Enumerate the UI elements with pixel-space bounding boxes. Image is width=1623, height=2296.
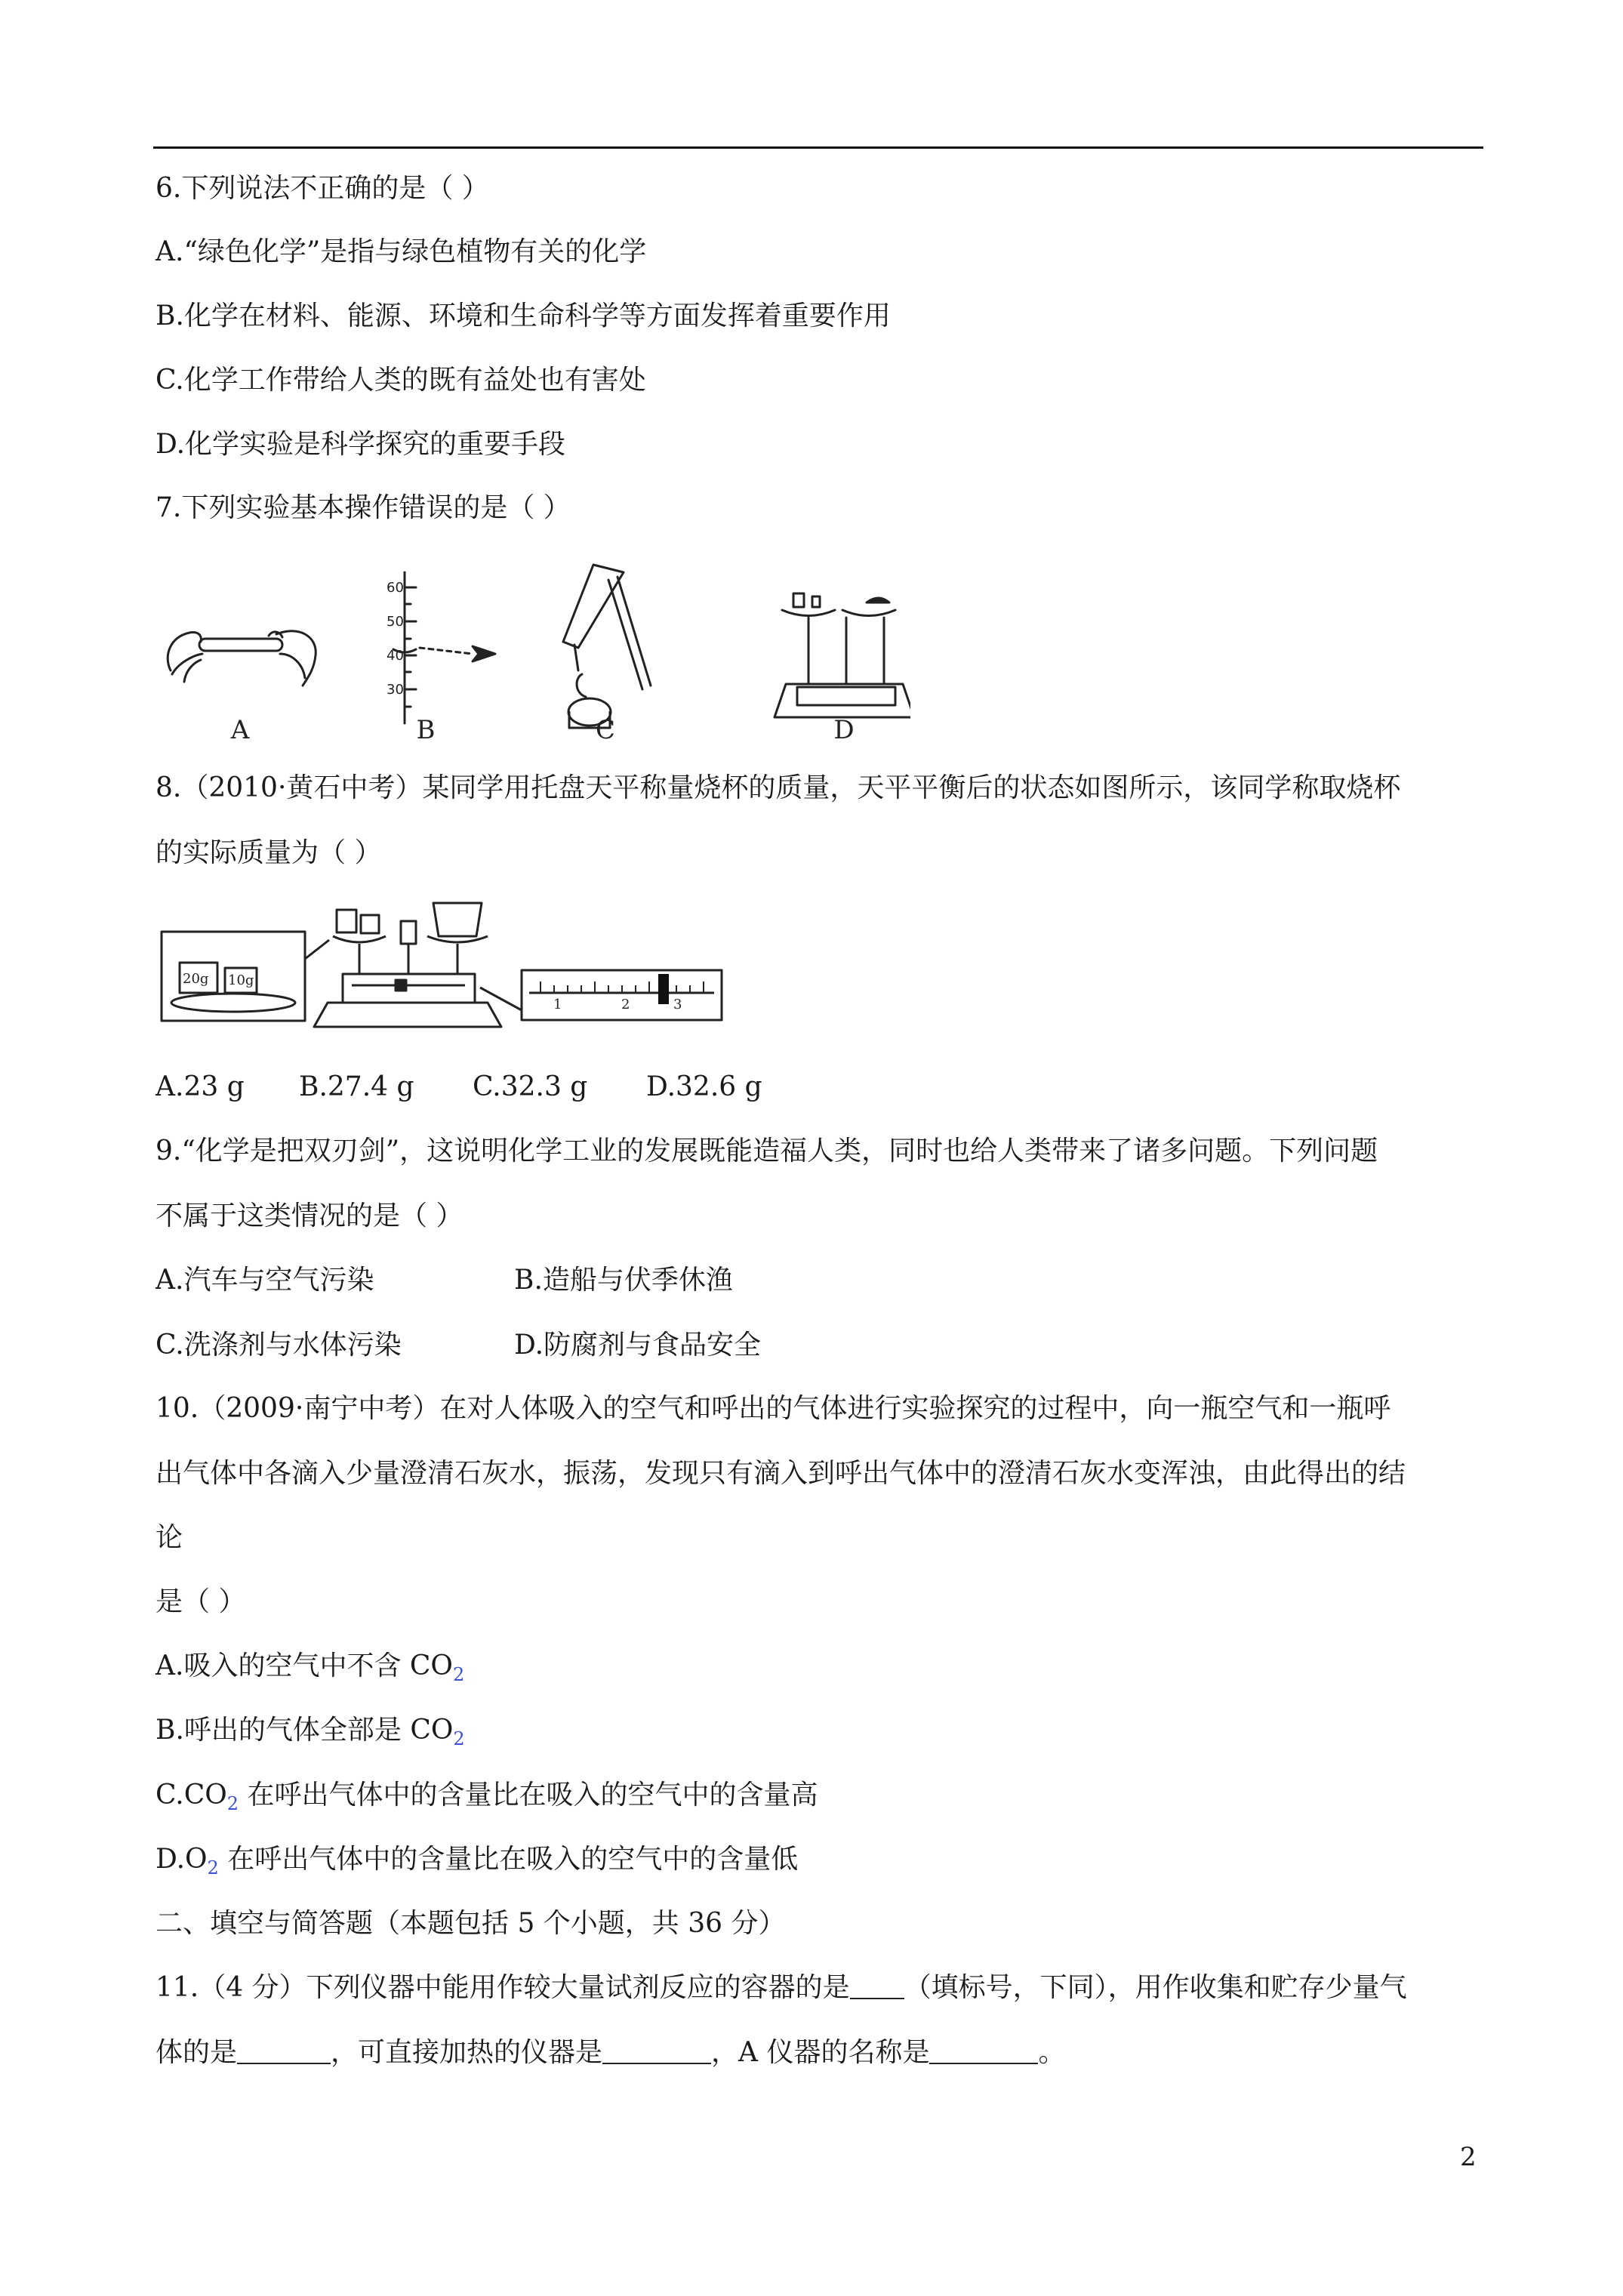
cylinder-tick-50: 50: [387, 614, 404, 630]
q10-stem-line3: 论: [156, 1522, 183, 1553]
q6-option-b: B.化学在材料、能源、环境和生命科学等方面发挥着重要作用: [156, 300, 891, 331]
scale-tick-3: 3: [673, 997, 682, 1012]
q8-option-b: B.27.4 g: [299, 1071, 414, 1102]
q6-option-a: A.“绿色化学”是指与绿色植物有关的化学: [156, 236, 647, 267]
q10-option-d: $D.O_2$ 在呼出气体中的含量比在吸入的空气中的含量低: [156, 1844, 799, 1878]
rider-marker: [658, 974, 669, 1004]
q10-stem-line2: 出气体中各滴入少量澄清石灰水，振荡，发现只有滴入到呼出气体中的澄清石灰水变浑浊，由此得出的结: [156, 1458, 1406, 1489]
lab-operations-figure: [156, 550, 910, 746]
q7-stem: 7.下列实验基本操作错误的是（ ）: [156, 492, 571, 523]
q9-stem-line1: 9.“化学是把双刃剑”，这说明化学工业的发展既能造福人类，同时也给人类带来了诸多问题。下列问题: [156, 1136, 1378, 1166]
q10-stem-line4: 是（ ）: [156, 1586, 246, 1617]
figure-b-cylinder: [393, 572, 495, 723]
figure-label-c: C: [595, 715, 616, 745]
q10-option-c: $C.CO_2$ 在呼出气体中的含量比在吸入的空气中的含量高: [156, 1780, 818, 1814]
q8-stem-line1: 8.（2010·黄石中考）某同学用托盘天平称量烧杯的质量，天平平衡后的状态如图所示，该同学称取烧杯: [156, 772, 1401, 803]
q9-option-b: B.造船与伏季休渔: [514, 1265, 733, 1296]
q11-blank-2[interactable]: [237, 2040, 331, 2064]
q10-option-a: A.吸入的空气中不含 $CO_2$: [156, 1650, 465, 1685]
q9-options-row1: [156, 1264, 733, 1297]
q9-options-row2: [156, 1329, 761, 1362]
q9-option-d: D.防腐剂与食品安全: [514, 1330, 762, 1361]
q11-line2: 体的是 ，可直接加热的仪器是 ，A 仪器的名称是 。: [156, 2037, 1066, 2068]
q11-line1: 11.（4 分）下列仪器中能用作较大量试剂反应的容器的是 （填标号，下同），用作收集和贮存少量气: [156, 1972, 1407, 2003]
q10-option-b: B.呼出的气体全部是 $CO_2$: [156, 1715, 465, 1749]
header-rule: [153, 146, 1483, 149]
q8-option-a: A.23 g: [156, 1071, 245, 1102]
q6-option-c: C.化学工作带给人类的既有益处也有害处: [156, 365, 646, 396]
figure-a-hands-test-tube: [168, 631, 316, 686]
cylinder-tick-40: 40: [387, 648, 404, 664]
scale-tick-1: 1: [553, 997, 562, 1012]
q6-stem: 6.下列说法不正确的是（ ）: [156, 173, 489, 204]
q9-option-c: C.洗涤剂与水体污染: [156, 1330, 402, 1361]
figure-label-a: A: [230, 715, 250, 745]
q10-stem-line1: 10.（2009·南宁中考）在对人体吸入的空气和呼出的气体进行实验探究的过程中，向一瓶空气和一瓶呼: [156, 1393, 1391, 1424]
q6-option-d: D.化学实验是科学探究的重要手段: [156, 429, 566, 460]
q8-options: [156, 1071, 762, 1104]
section-2-heading: 二、填空与简答题（本题包括 5 个小题，共 36 分）: [156, 1908, 786, 1939]
figure-label-b: B: [416, 715, 436, 745]
q11-blank-4[interactable]: [929, 2040, 1038, 2064]
q8-stem-line2: 的实际质量为（ ）: [156, 837, 382, 868]
q8-option-d: D.32.6 g: [646, 1071, 762, 1102]
q11-blank-1[interactable]: [850, 1975, 904, 1999]
weight-20g: 20g: [183, 971, 209, 987]
q9-stem-line2: 不属于这类情况的是（ ）: [156, 1200, 463, 1231]
figure-label-d: D: [833, 715, 855, 745]
q11-blank-3[interactable]: [602, 2040, 711, 2064]
figure-c-lamp-pipette: [563, 565, 651, 728]
scale-tick-2: 2: [621, 997, 630, 1012]
weight-10g: 10g: [228, 972, 254, 988]
figure-d-balance: [775, 593, 910, 717]
q9-option-a: A.汽车与空气污染: [156, 1265, 374, 1296]
cylinder-tick-60: 60: [387, 580, 404, 596]
q8-option-c: C.32.3 g: [473, 1071, 588, 1102]
balance-figure: [156, 898, 729, 1042]
page-number: 2: [1460, 2142, 1477, 2172]
cylinder-tick-30: 30: [387, 682, 404, 698]
